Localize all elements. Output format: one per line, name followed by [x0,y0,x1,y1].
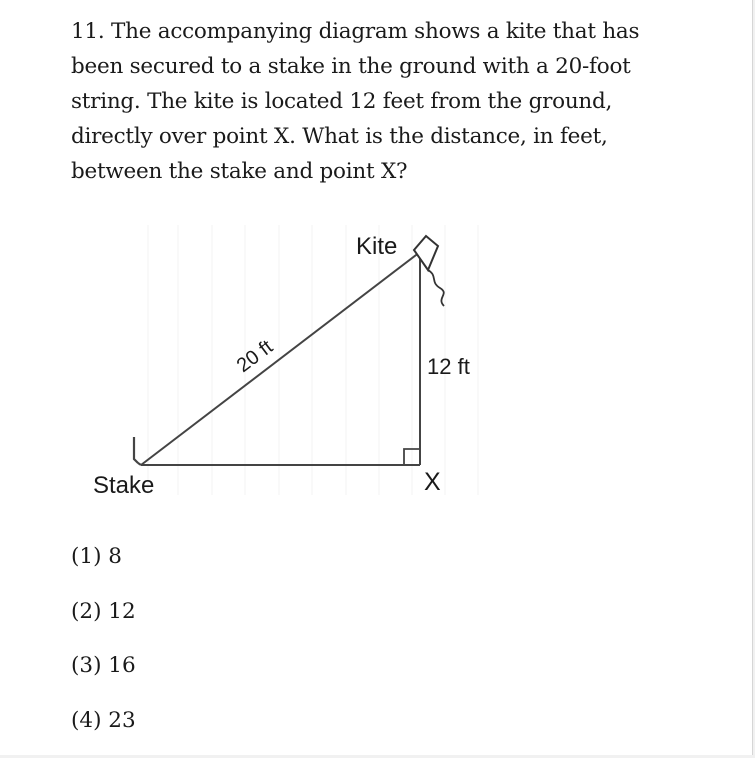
kite-icon [414,236,444,306]
answer-choice: (1) 8 [71,540,136,595]
question-line: string. The kite is located 12 feet from the ground, [71,84,711,119]
stake-label: Stake [93,472,154,499]
question-line: been secured to a stake in the ground with a 20-foot [71,49,711,84]
question-line: 11. The accompanying diagram shows a kite that has [71,14,711,49]
stake-icon [134,437,141,465]
answer-choice: (4) 23 [71,704,136,758]
string-line [141,252,420,465]
answer-choice: (2) 12 [71,595,136,650]
point-x-label: X [424,468,441,496]
hypotenuse-label: 20 ft [233,336,278,377]
question-line: directly over point X. What is the distance, in feet, [71,119,711,154]
answer-choice: (3) 16 [71,649,136,704]
question-line: between the stake and point X? [71,154,711,189]
answer-choices [71,540,136,758]
height-label: 12 ft [427,354,470,379]
kite-label: Kite [356,233,397,260]
